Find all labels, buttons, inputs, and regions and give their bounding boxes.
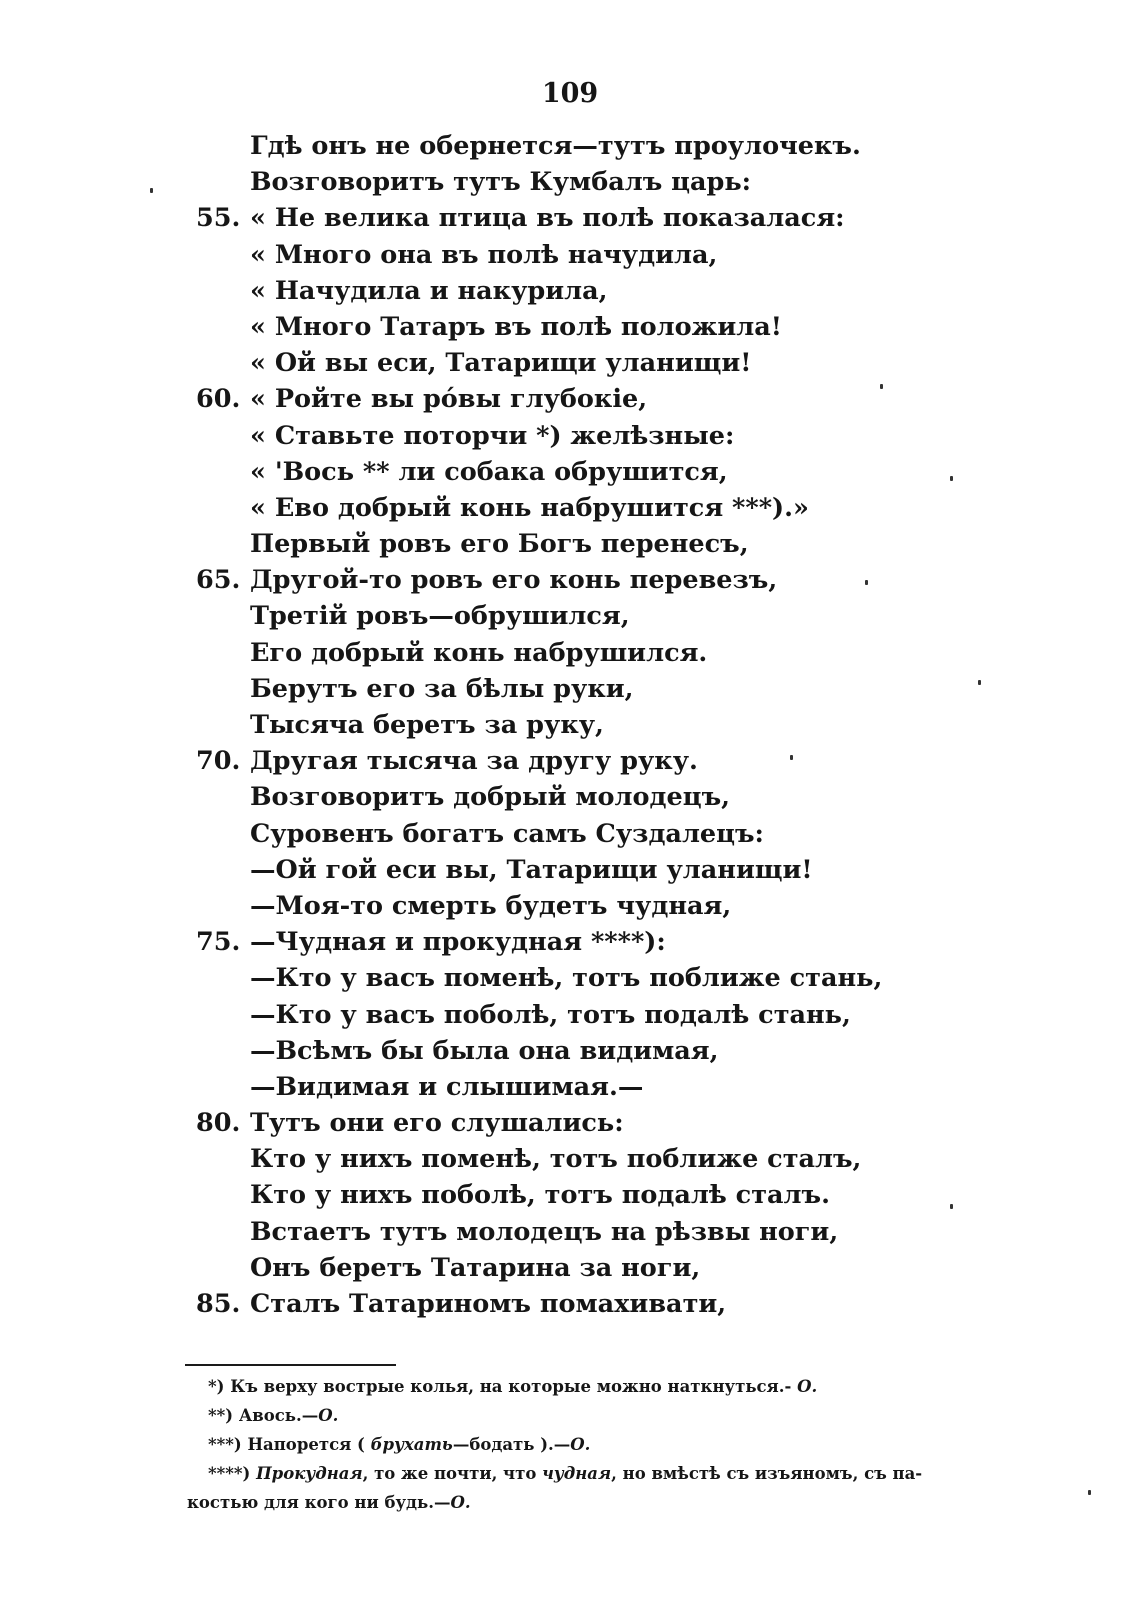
verse-line: [0, 1069, 1140, 1105]
verse-line: [0, 816, 1140, 852]
verse-line: [0, 200, 1140, 236]
line-number: 80.: [196, 1108, 241, 1139]
line-text: « Ставьте поторчи *) желѣзные:: [250, 420, 735, 451]
verse-line: [0, 960, 1140, 996]
footnote-text: Напорется (: [247, 1435, 365, 1454]
line-text: Возговоритъ тутъ Кумбалъ царь:: [250, 167, 752, 198]
scan-speck: [1088, 1490, 1091, 1495]
line-text: —Ой гой еси вы, Татарищи уланищи!: [250, 854, 813, 885]
footnote-term: брухать: [370, 1435, 453, 1454]
footnote-text: , но вмѣстѣ съ изъяномъ, съ па-: [611, 1464, 923, 1483]
footnotes: [0, 1372, 1140, 1517]
verse-line: [0, 852, 1140, 888]
footnote-term: Прокудная: [256, 1464, 363, 1483]
verse-body: [0, 128, 1140, 1322]
verse-line: [0, 598, 1140, 634]
line-text: —Кто у васъ поболѣ, тотъ подалѣ стань,: [250, 999, 851, 1030]
verse-line: [0, 345, 1140, 381]
verse-line: [0, 1105, 1140, 1141]
verse-line: [0, 779, 1140, 815]
footnote-text: Авось.—: [238, 1406, 319, 1425]
line-text: « Много она въ полѣ начудила,: [250, 239, 718, 270]
line-text: Сталъ Татариномъ помахивати,: [250, 1289, 727, 1319]
line-text: Кто у нихъ поболѣ, тотъ подалѣ сталъ.: [250, 1180, 830, 1211]
line-number: 85.: [196, 1289, 241, 1319]
line-text: Другая тысяча за другу руку.: [250, 746, 698, 777]
scan-speck: [880, 384, 883, 389]
line-text: Встаетъ тутъ молодецъ на рѣзвы ноги,: [250, 1216, 839, 1247]
line-text: « Много Татаръ въ полѣ положила!: [250, 311, 782, 342]
line-text: « Начудила и накурила,: [250, 275, 608, 306]
line-number: 55.: [196, 203, 241, 234]
footnote-mark: ***): [208, 1435, 242, 1454]
line-number: 70.: [196, 746, 241, 777]
verse-line: [0, 1214, 1140, 1250]
verse-line: [0, 418, 1140, 454]
scan-speck: [150, 188, 153, 193]
verse-line: [0, 1033, 1140, 1069]
line-text: Берутъ его за бѣлы руки,: [250, 673, 634, 704]
verse-line: [0, 128, 1140, 164]
verse-line: [0, 381, 1140, 417]
line-text: Гдѣ онъ не обернется—тутъ проулочекъ.: [250, 131, 861, 161]
footnote-mark: **): [208, 1406, 234, 1425]
verse-line: [0, 1286, 1140, 1322]
footnote-signature: О.: [570, 1435, 591, 1454]
line-text: —Кто у васъ поменѣ, тотъ поближе стань,: [250, 963, 883, 994]
verse-line: [0, 707, 1140, 743]
footnote-signature: О.: [797, 1377, 818, 1396]
verse-line: [0, 237, 1140, 273]
line-text: —Видимая и слышимая.—: [250, 1071, 644, 1102]
verse-line: [0, 671, 1140, 707]
line-text: Кто у нихъ поменѣ, тотъ поближе сталъ,: [250, 1144, 862, 1175]
line-text: Тутъ они его слушались:: [250, 1108, 624, 1139]
line-number: 65.: [196, 565, 241, 596]
line-text: « 'Вось ** ли собака обрушится,: [250, 456, 728, 487]
verse-line: [0, 1250, 1140, 1286]
line-text: Третій ровъ—обрушился,: [250, 601, 630, 632]
scan-speck: [950, 1204, 953, 1209]
line-text: Его добрый конь набрушился.: [250, 637, 708, 668]
footnote-text: Къ верху вострые колья, на которые можно наткнуться.-: [230, 1377, 792, 1396]
verse-line: [0, 1177, 1140, 1213]
footnote-text: костью для кого ни будь.—: [187, 1493, 451, 1512]
verse-line: [0, 454, 1140, 490]
footnote-3: [0, 1430, 1140, 1459]
line-number: 75.: [196, 927, 241, 958]
line-text: Первый ровъ его Богъ перенесъ,: [250, 529, 749, 560]
line-number: 60.: [196, 384, 241, 415]
line-text: « Не велика птица въ полѣ показалася:: [250, 203, 845, 234]
footnote-4-continuation: [0, 1488, 1140, 1517]
line-text: Онъ беретъ Татарина за ноги,: [250, 1252, 701, 1283]
footnote-mark: *): [208, 1377, 225, 1396]
verse-line: [0, 924, 1140, 960]
verse-line: [0, 309, 1140, 345]
verse-line: [0, 888, 1140, 924]
footnote-term: чудная: [542, 1464, 612, 1483]
footnote-mark: ****): [208, 1464, 251, 1483]
line-text: Суровенъ богатъ самъ Суздалецъ:: [250, 818, 764, 849]
line-text: Возговоритъ добрый молодецъ,: [250, 782, 731, 813]
verse-line: [0, 526, 1140, 562]
verse-line: [0, 1141, 1140, 1177]
footnote-text: , то же почти, что: [362, 1464, 537, 1483]
line-text: « Ой вы еси, Татарищи уланищи!: [250, 348, 752, 379]
line-text: —Чудная и прокудная ****):: [250, 927, 666, 958]
verse-line: [0, 743, 1140, 779]
scan-speck: [978, 680, 981, 685]
scan-speck: [950, 476, 953, 481]
footnote-2: [0, 1401, 1140, 1430]
scan-speck: [865, 580, 868, 585]
verse-line: [0, 997, 1140, 1033]
verse-line: [0, 635, 1140, 671]
line-text: Тысяча беретъ за руку,: [250, 710, 604, 740]
footnote-signature: О.: [450, 1493, 471, 1512]
line-text: —Всѣмъ бы была она видимая,: [250, 1035, 719, 1066]
verse-line: [0, 273, 1140, 309]
scan-speck: [790, 755, 793, 760]
line-text: Другой-то ровъ его конь перевезъ,: [250, 565, 778, 596]
footnote-4: [0, 1459, 1140, 1488]
footnote-divider: [185, 1364, 396, 1366]
page-number: 109: [541, 78, 599, 109]
line-text: —Моя-то смерть будетъ чудная,: [250, 890, 732, 921]
footnote-text: —бодать ).—: [452, 1435, 571, 1454]
verse-line: [0, 490, 1140, 526]
line-text: « Ройте вы рóвы глубокіе,: [250, 384, 648, 415]
footnote-1: [0, 1372, 1140, 1401]
footnote-signature: О.: [318, 1406, 339, 1425]
line-text: « Ево добрый конь набрушится ***).»: [250, 492, 809, 523]
verse-line: [0, 562, 1140, 598]
verse-line: [0, 164, 1140, 200]
